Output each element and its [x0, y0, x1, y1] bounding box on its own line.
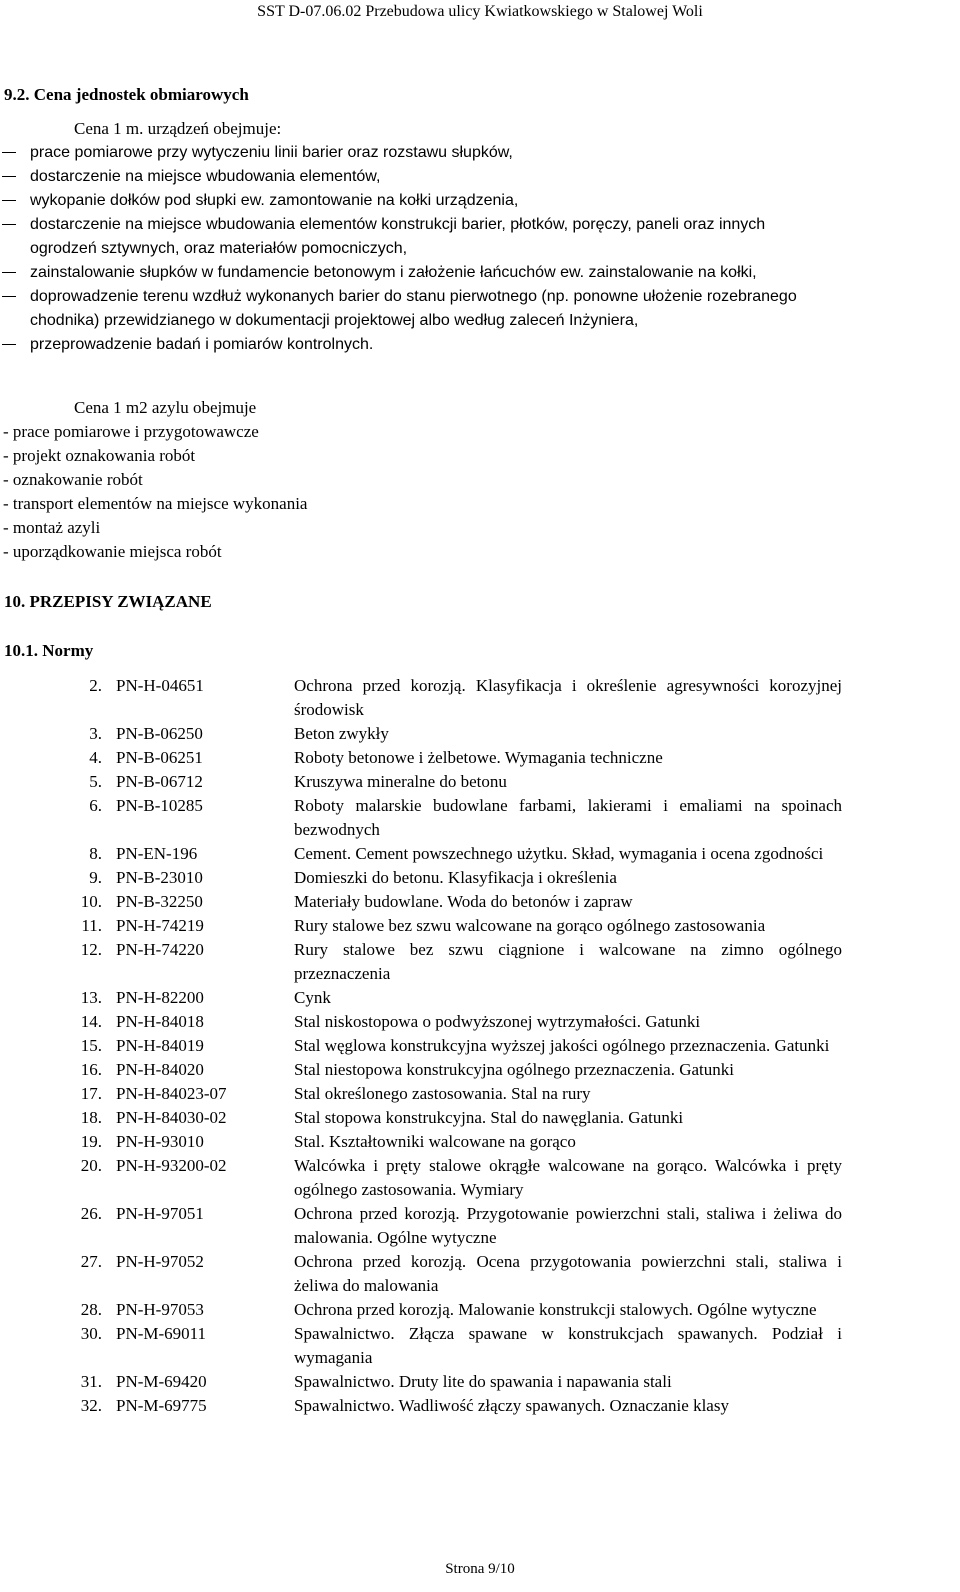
norm-code: PN-H-97053 [116, 1300, 204, 1319]
norm-row [0, 1130, 960, 1154]
norm-code: PN-H-97051 [116, 1204, 204, 1223]
norm-code: PN-B-06251 [116, 748, 203, 767]
norm-code: PN-B-06712 [116, 772, 203, 791]
norm-row [0, 1010, 960, 1034]
norm-code: PN-M-69420 [116, 1372, 207, 1391]
norm-description: Rury stalowe bez szwu ciągnione i walcowane na zimno ogólnego przeznaczenia [294, 940, 842, 983]
norm-row [0, 1202, 960, 1250]
norm-row [0, 842, 960, 866]
norm-code: PN-H-93200-02 [116, 1156, 227, 1175]
norm-row [0, 866, 960, 890]
norm-description: Stal niestopowa konstrukcyjna ogólnego przeznaczenia. Gatunki [294, 1060, 734, 1079]
list-item: dostarczenie na miejsce wbudowania elementów konstrukcji barier, płotków, poręczy, paneli oraz innych [0, 213, 950, 237]
norm-number: 16. [80, 1060, 102, 1079]
norm-code: PN-EN-196 [116, 844, 198, 863]
section-9-2-item-list [0, 141, 950, 357]
list-item: zainstalowanie słupków w fundamencie betonowym i założenie łańcuchów ew. zainstalowanie na kołki, [0, 261, 950, 285]
norm-number: 11. [81, 916, 102, 935]
norm-row [0, 770, 960, 794]
norm-number: 3. [89, 724, 102, 743]
norm-row [0, 746, 960, 770]
norm-description: Spawalnictwo. Złącza spawane w konstrukcjach spawanych. Podział i wymagania [294, 1324, 842, 1367]
norm-description: Roboty malarskie budowlane farbami, lakierami i emaliami na spoinach bezwodnych [294, 796, 842, 839]
norm-code: PN-B-32250 [116, 892, 203, 911]
list-item: - prace pomiarowe i przygotowawcze [3, 422, 259, 441]
list-item: prace pomiarowe przy wytyczeniu linii barier oraz rozstawu słupków, [0, 141, 950, 165]
norm-description: Materiały budowlane. Woda do betonów i zapraw [294, 892, 633, 911]
list-item: - transport elementów na miejsce wykonania [3, 494, 308, 513]
norm-code: PN-H-84023-07 [116, 1084, 227, 1103]
list-item: - projekt oznakowania robót [3, 446, 196, 465]
norm-number: 4. [89, 748, 102, 767]
norm-code: PN-H-82200 [116, 988, 204, 1007]
norm-description: Cement. Cement powszechnego użytku. Skład, wymagania i ocena zgodności [294, 844, 824, 863]
norm-number: 31. [80, 1372, 102, 1391]
norm-number: 32. [80, 1396, 102, 1415]
norm-description: Spawalnictwo. Wadliwość złączy spawanych. Oznaczanie klasy [294, 1396, 729, 1415]
norm-row [0, 986, 960, 1010]
norm-description: Spawalnictwo. Druty lite do spawania i napawania stali [294, 1372, 672, 1391]
section-10-1-heading: 10.1. Normy [4, 641, 94, 660]
norm-description: Ochrona przed korozją. Klasyfikacja i określenie agresywności korozyjnej środowisk [294, 676, 842, 719]
azyl-item-list [3, 420, 307, 564]
list-item: dostarczenie na miejsce wbudowania elementów, [0, 165, 950, 189]
norm-code: PN-B-10285 [116, 796, 203, 815]
norm-description: Stal określonego zastosowania. Stal na rury [294, 1084, 591, 1103]
norm-row [0, 1106, 960, 1130]
norm-code: PN-H-84019 [116, 1036, 204, 1055]
norm-code: PN-H-97052 [116, 1252, 204, 1271]
norm-number: 20. [80, 1156, 102, 1175]
norm-row [0, 1154, 960, 1202]
norm-code: PN-H-84020 [116, 1060, 204, 1079]
norm-number: 28. [80, 1300, 102, 1319]
norm-number: 6. [89, 796, 102, 815]
norm-row [0, 1250, 960, 1298]
norm-number: 15. [80, 1036, 102, 1055]
norm-number: 5. [89, 772, 102, 791]
list-item-continuation: chodnika) przewidzianego w dokumentacji projektowej albo według zaleceń Inżyniera, [30, 312, 639, 329]
norm-description: Beton zwykły [294, 724, 389, 743]
norm-description: Stal węglowa konstrukcyjna wyższej jakości ogólnego przeznaczenia. Gatunki [294, 1036, 830, 1055]
norm-code: PN-H-74219 [116, 916, 204, 935]
section-10-heading: 10. PRZEPISY ZWIĄZANE [4, 592, 212, 611]
page-header: SST D-07.06.02 Przebudowa ulicy Kwiatkowskiego w Stalowej Woli [257, 3, 703, 20]
norm-number: 12. [80, 940, 102, 959]
norm-row [0, 890, 960, 914]
norm-number: 27. [80, 1252, 102, 1271]
norm-number: 14. [80, 1012, 102, 1031]
list-item: przeprowadzenie badań i pomiarów kontrolnych. [0, 333, 950, 357]
norm-description: Domieszki do betonu. Klasyfikacja i określenia [294, 868, 617, 887]
norm-description: Rury stalowe bez szwu walcowane na gorąco ogólnego zastosowania [294, 916, 766, 935]
norm-number: 13. [80, 988, 102, 1007]
norm-description: Stal niskostopowa o podwyższonej wytrzymałości. Gatunki [294, 1012, 701, 1031]
list-item: wykopanie dołków pod słupki ew. zamontowanie na kołki urządzenia, [0, 189, 950, 213]
norm-code: PN-B-06250 [116, 724, 203, 743]
list-item: - oznakowanie robót [3, 470, 143, 489]
norm-row [0, 1082, 960, 1106]
norm-code: PN-H-74220 [116, 940, 204, 959]
norm-code: PN-H-04651 [116, 676, 204, 695]
section-9-2-heading: 9.2. Cena jednostek obmiarowych [4, 85, 249, 104]
norm-row [0, 1394, 960, 1418]
norm-description: Cynk [294, 988, 331, 1007]
azyl-intro: Cena 1 m2 azylu obejmuje [74, 398, 257, 417]
norm-row [0, 674, 960, 722]
norm-row [0, 1370, 960, 1394]
norm-row [0, 722, 960, 746]
norm-number: 30. [80, 1324, 102, 1343]
norm-code: PN-M-69011 [116, 1324, 207, 1343]
list-item: - montaż azyli [3, 518, 101, 537]
page-number: Strona 9/10 [445, 1561, 515, 1577]
list-item-continuation: ogrodzeń sztywnych, oraz materiałów pomocniczych, [30, 240, 408, 257]
section-9-2-intro: Cena 1 m. urządzeń obejmuje: [74, 119, 282, 138]
norm-description: Stal stopowa konstrukcyjna. Stal do nawęglania. Gatunki [294, 1108, 684, 1127]
norm-number: 9. [89, 868, 102, 887]
norm-number: 18. [80, 1108, 102, 1127]
norm-code: PN-M-69775 [116, 1396, 207, 1415]
norm-description: Roboty betonowe i żelbetowe. Wymagania techniczne [294, 748, 663, 767]
norm-number: 8. [89, 844, 102, 863]
norm-description: Ochrona przed korozją. Ocena przygotowania powierzchni stali, staliwa i żeliwa do malowania [294, 1252, 842, 1295]
norm-code: PN-H-84030-02 [116, 1108, 227, 1127]
norm-number: 17. [80, 1084, 102, 1103]
norms-table [0, 674, 960, 1418]
norm-description: Kruszywa mineralne do betonu [294, 772, 507, 791]
norm-row [0, 1058, 960, 1082]
norm-code: PN-H-93010 [116, 1132, 204, 1151]
norm-number: 26. [80, 1204, 102, 1223]
norm-description: Ochrona przed korozją. Przygotowanie powierzchni stali, staliwa i żeliwa do malowania. Ogólne wytyczne [294, 1204, 842, 1247]
norm-row [0, 938, 960, 986]
norm-row [0, 1034, 960, 1058]
list-item: - uporządkowanie miejsca robót [3, 542, 222, 561]
norm-description: Stal. Kształtowniki walcowane na gorąco [294, 1132, 576, 1151]
norm-number: 19. [80, 1132, 102, 1151]
norm-code: PN-B-23010 [116, 868, 203, 887]
norm-row [0, 794, 960, 842]
norm-row [0, 1322, 960, 1370]
norm-number: 2. [89, 676, 102, 695]
norm-code: PN-H-84018 [116, 1012, 204, 1031]
norm-row [0, 914, 960, 938]
norm-description: Walcówka i pręty stalowe okrągłe walcowane na gorąco. Walcówka i pręty ogólnego zastosowania. Wymiary [294, 1156, 842, 1199]
norm-description: Ochrona przed korozją. Malowanie konstrukcji stalowych. Ogólne wytyczne [294, 1300, 817, 1319]
norm-row [0, 1298, 960, 1322]
norm-number: 10. [80, 892, 102, 911]
list-item: doprowadzenie terenu wzdłuż wykonanych barier do stanu pierwotnego (np. ponowne ułożenie rozebranego [0, 285, 950, 309]
